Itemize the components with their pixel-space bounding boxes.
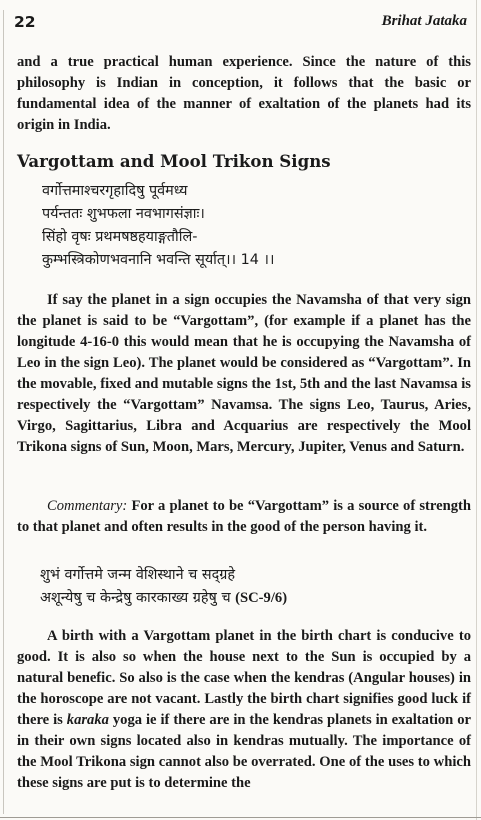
paragraph-vargottam-explanation: If say the planet in a sign occupies the Navamsha of that very sign the planet is said to be “Vargottam”, (for example if a planet has the longitude 4-16-0 this would mean that he is occupying the Navamsha of Leo in the sign Leo). The planet would be considered as “Vargottam”. In the movable, fixed and mutable signs the 1st, 5th and the last Navamsa is respectively the “Vargottam” Navamsa. The signs Leo, Taurus, Aries, Virgo, Sagittarius, Libra and Acquarius are respectively the Mool Trikona signs of Sun, Moon, Mars, Mercury, Jupiter, Venus and Saturn. (17, 292, 471, 455)
page-number: 22 (14, 13, 36, 31)
sanskrit-verse-sc (40, 564, 287, 610)
verse-line: शुभं वर्गोत्तमे जन्म वेशिस्थाने च सद्ग्रहे (40, 567, 236, 583)
paragraph-text: yoga ie if there are in the kendras planets in exaltation or in their own signs located also in kendras mutually. The importance of the Mool Trikona sign cannot also be overrated. One of the uses to which these signs are put is to determine the (17, 712, 472, 791)
page-edge (3, 10, 4, 814)
sanskrit-verse-14 (42, 180, 274, 272)
page-header (14, 13, 467, 33)
verse-line-text: अशून्येषु च केन्द्रेषु कारकाख्य ग्रहेषु च (40, 590, 231, 606)
page-edge (476, 0, 477, 820)
commentary-text: For a planet to be “Vargottam” is a source of strength to that planet and often results in the good of the person having it. (17, 498, 471, 535)
paragraph-continuation: and a true practical human experience. Since the nature of this philosophy is Indian in conception, it follows that the basic or fundamental idea of the manner of exaltation of the planets had its origin in India. (17, 54, 471, 133)
page-edge (0, 817, 481, 818)
paragraph-birth-chart (17, 626, 471, 794)
commentary-label: Commentary: (47, 498, 128, 514)
verse-line: सिंहो वृषः प्रथमषष्ठहयाङ्गतौलि- (42, 229, 198, 245)
verse-line: वर्गोत्तमाश्चरगृहादिषु पूर्वमध्य (42, 183, 188, 199)
running-head: Brihat Jataka (381, 13, 467, 29)
verse-reference: (SC-9/6) (235, 590, 288, 606)
section-heading: Vargottam and Mool Trikon Signs (17, 151, 331, 171)
verse-line (40, 587, 287, 610)
paragraph-commentary (17, 496, 471, 538)
verse-line: कुम्भस्त्रिकोणभवनानि भवन्ति सूर्यात्।। 14 ।। (42, 252, 275, 268)
paragraph-text: A birth with a Vargottam planet in the birth chart is conducive to good. It is also so when the house next to the Sun is occupied by a natural benefic. So also is the case when the kendras (Angular houses) in the horoscope are not vacant. Lastly the birth chart signifies good luck if there is (17, 628, 471, 728)
karaka-term: karaka (66, 712, 109, 728)
verse-line: पर्यन्ततः शुभफला नवभागसंज्ञाः। (42, 206, 205, 222)
